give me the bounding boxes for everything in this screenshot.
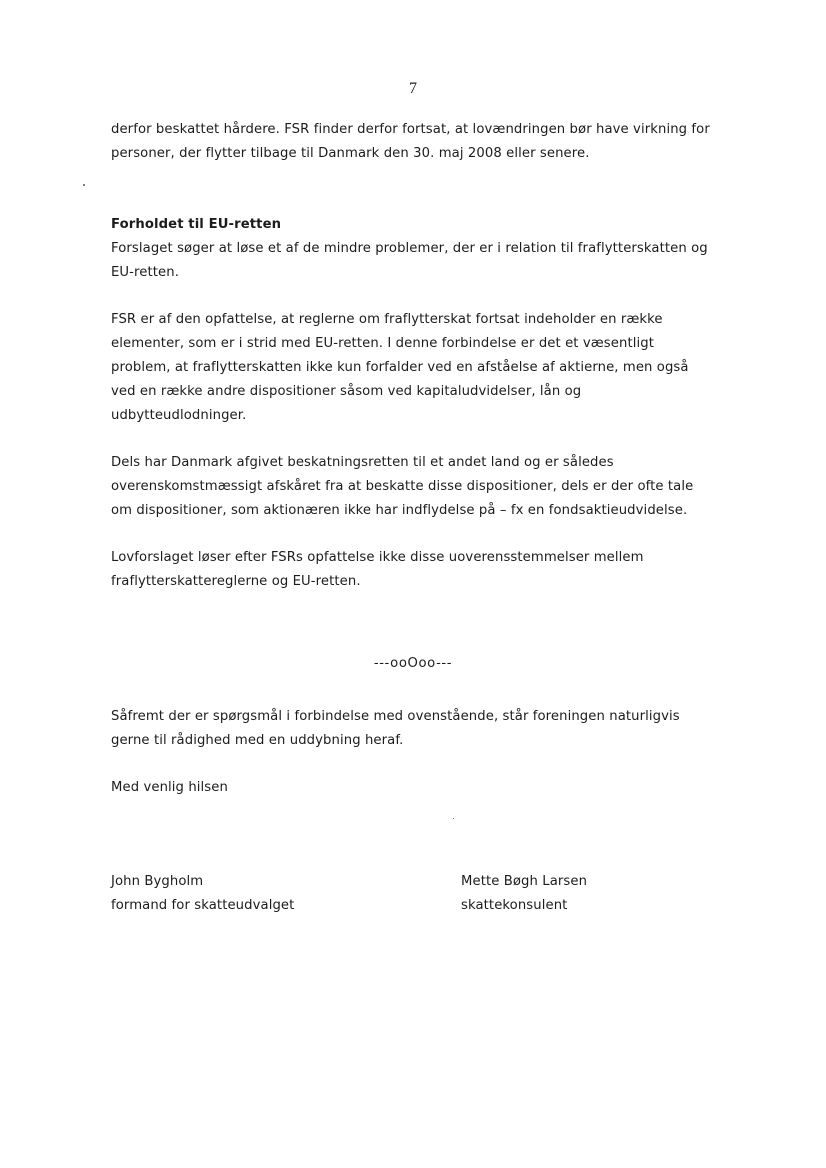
section-heading: Forholdet til EU-retten bbox=[111, 217, 282, 232]
eu-paragraph-4 bbox=[111, 546, 731, 594]
signatory-name: Mette Bøgh Larsen bbox=[461, 874, 588, 889]
salutation bbox=[111, 776, 731, 800]
eu-paragraph-3 bbox=[111, 451, 731, 523]
signatory-title: skattekonsulent bbox=[461, 898, 568, 913]
eu-paragraph-1 bbox=[111, 237, 731, 285]
text-line: overenskomstmæssigt afskåret fra at beskatte disse dispositioner, dels er der ofte tale bbox=[111, 479, 694, 494]
text-line: Lovforslaget løser efter FSRs opfattelse ikke disse uoverensstemmelser mellem bbox=[111, 550, 644, 565]
section-separator: ---ooOoo--- bbox=[373, 656, 453, 671]
text-line: Med venlig hilsen bbox=[111, 780, 228, 795]
text-line: derfor beskattet hårdere. FSR finder derfor fortsat, at lovændringen bør have virkning for bbox=[111, 122, 710, 137]
scan-speck bbox=[453, 818, 454, 819]
eu-paragraph-2 bbox=[111, 308, 731, 428]
text-line: gerne til rådighed med en uddybning heraf. bbox=[111, 733, 404, 748]
scan-speck bbox=[83, 184, 85, 186]
page-number: 7 bbox=[408, 80, 418, 97]
signatory-name: John Bygholm bbox=[111, 874, 204, 889]
text-line: FSR er af den opfattelse, at reglerne om fraflytterskat fortsat indeholder en række bbox=[111, 312, 663, 327]
text-line: personer, der flytter tilbage til Danmark den 30. maj 2008 eller senere. bbox=[111, 146, 590, 161]
text-line: problem, at fraflytterskatten ikke kun forfalder ved en afståelse af aktierne, men også bbox=[111, 360, 689, 375]
text-line: udbytteudlodninger. bbox=[111, 408, 247, 423]
signature-right bbox=[461, 870, 587, 918]
text-line: elementer, som er i strid med EU-retten. I denne forbindelse er det et væsentligt bbox=[111, 336, 654, 351]
signature-left bbox=[111, 870, 294, 918]
text-line: Såfremt der er spørgsmål i forbindelse med ovenstående, står foreningen naturligvis bbox=[111, 709, 680, 724]
text-line: ved en række andre dispositioner såsom ved kapitaludvidelser, lån og bbox=[111, 384, 582, 399]
intro-paragraph bbox=[111, 118, 731, 166]
text-line: fraflytterskattereglerne og EU-retten. bbox=[111, 574, 361, 589]
text-line: EU-retten. bbox=[111, 265, 179, 280]
closing-paragraph bbox=[111, 705, 731, 753]
text-line: Dels har Danmark afgivet beskatningsretten til et andet land og er således bbox=[111, 455, 614, 470]
signatory-title: formand for skatteudvalget bbox=[111, 898, 295, 913]
text-line: om dispositioner, som aktionæren ikke har indflydelse på – fx en fondsaktieudvidelse. bbox=[111, 503, 688, 518]
text-line: Forslaget søger at løse et af de mindre problemer, der er i relation til fraflytterskatten og bbox=[111, 241, 708, 256]
